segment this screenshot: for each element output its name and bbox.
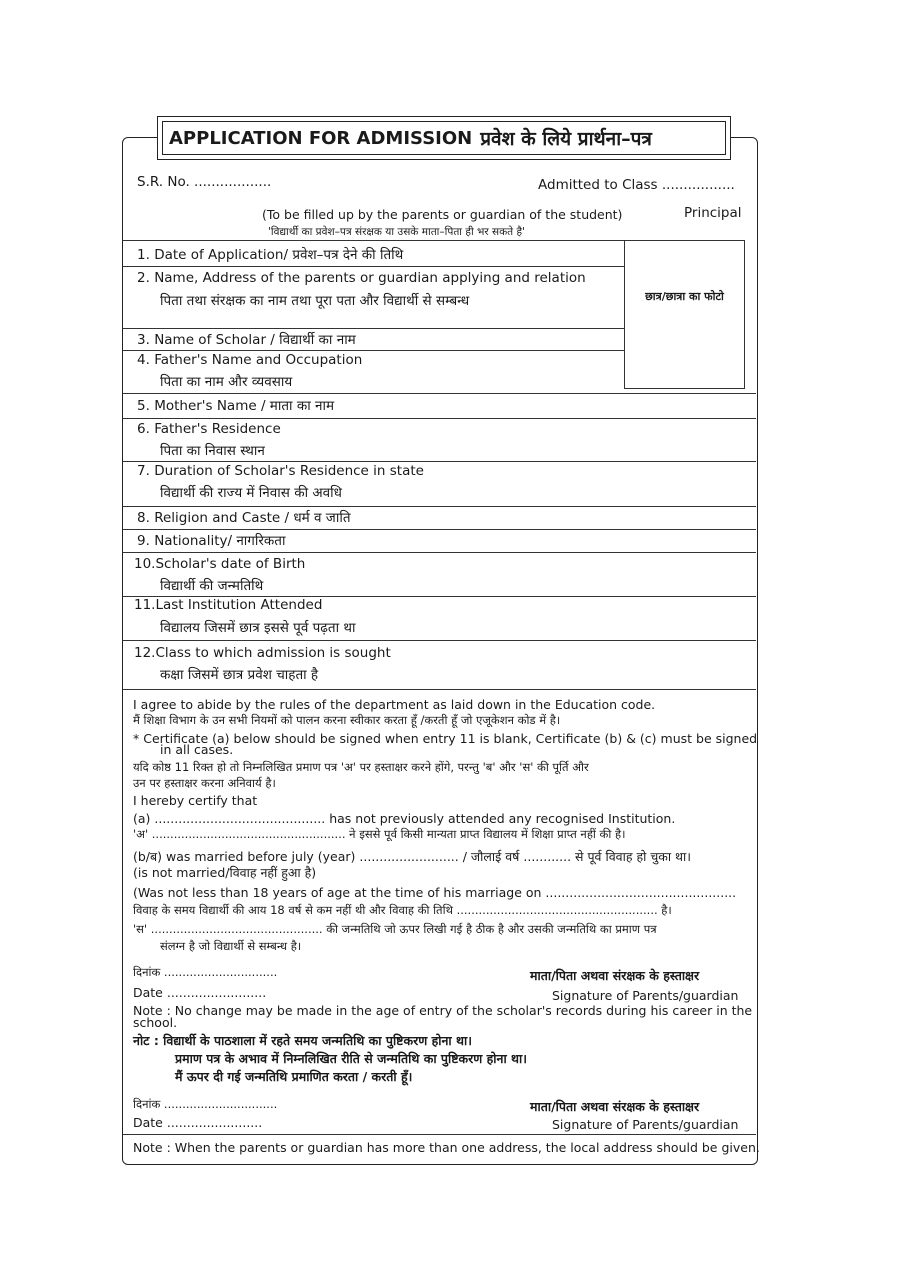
- field-number: 7.: [137, 463, 150, 479]
- row-divider: [123, 350, 624, 351]
- certificate-a-hindi: 'अ' ..................................................... ने इससे पूर्व किसी मान्यता प्राप्त विद्यालय में शिक्षा प्राप्त नहीं की है।: [133, 827, 626, 841]
- note-hindi-3: मैं ऊपर दी गई जन्मतिथि प्रमाणित करता / करती हूँ।: [175, 1069, 413, 1084]
- field-label: Mother's Name / माता का नाम: [154, 398, 335, 414]
- row-divider: [123, 418, 756, 419]
- field-2-hindi: पिता तथा संरक्षक का नाम तथा पूरा पता और विद्यार्थी से सम्बन्ध: [160, 293, 470, 309]
- row-divider: [123, 328, 624, 329]
- field-number: 12.: [134, 645, 156, 661]
- certificate-b-not-married: (is not married/विवाह नहीं हुआ है): [133, 865, 317, 880]
- field-label: Name, Address of the parents or guardian applying and relation: [154, 270, 586, 286]
- field-label: Father's Name and Occupation: [154, 352, 363, 368]
- field-9[interactable]: [137, 531, 285, 549]
- footer-note: Note : When the parents or guardian has more than one address, the local address should be given.: [133, 1140, 760, 1155]
- field-2[interactable]: [137, 270, 586, 286]
- row-divider: [123, 506, 756, 507]
- signature-hindi-2: माता/पिता अथवा संरक्षक के हस्ताक्षर: [530, 1099, 700, 1114]
- note-hindi-2: प्रमाण पत्र के अभाव में निम्नलिखित रीति से जन्मतिथि का पुष्टिकरण होना था।: [175, 1051, 528, 1066]
- field-label: Class to which admission is sought: [155, 645, 391, 661]
- certify-label: I hereby certify that: [133, 793, 258, 808]
- certificate-b: (b/ब) was married before july (year) ......................... / जौलाई वर्ष ............ से पूर्व विवाह हो चुका था।: [133, 849, 692, 864]
- title-hindi: प्रवेश के लिये प्रार्थना–पत्र: [480, 128, 652, 150]
- field-10[interactable]: [134, 556, 305, 572]
- field-7[interactable]: [137, 463, 424, 479]
- row-divider: [123, 240, 624, 241]
- dinank-field-2[interactable]: दिनांक ...............................: [133, 1097, 278, 1111]
- signature-english-1[interactable]: Signature of Parents/guardian: [552, 988, 739, 1003]
- field-11[interactable]: [134, 597, 322, 613]
- field-1[interactable]: [137, 245, 403, 263]
- certificate-note-hindi: यदि कोष्ठ 11 रिक्त हो तो निम्नलिखित प्रमाण पत्र 'अ' पर हस्ताक्षर करने होंगे, परन्तु 'ब' और 'स' की पूर्ति और: [133, 760, 589, 774]
- row-divider: [123, 461, 756, 462]
- field-label: Nationality/ नागरिकता: [154, 533, 286, 549]
- sr-number: S.R. No. ..................: [137, 174, 272, 190]
- admitted-to-class: Admitted to Class .................: [538, 177, 735, 193]
- field-12[interactable]: [134, 645, 391, 661]
- title-english: APPLICATION FOR ADMISSION: [169, 127, 473, 149]
- field-5[interactable]: [137, 396, 334, 414]
- principal-label: Principal: [684, 205, 742, 221]
- field-4[interactable]: [137, 352, 362, 368]
- field-label: Last Institution Attended: [155, 597, 323, 613]
- field-label: Scholar's date of Birth: [155, 556, 306, 572]
- photo-label: छात्र/छात्रा का फोटो: [645, 290, 724, 303]
- field-label: Name of Scholar / विद्यार्थी का नाम: [154, 332, 356, 348]
- note-english: Note : No change may be made in the age of entry of the scholar's records during his career in the: [133, 1003, 753, 1018]
- field-number: 6.: [137, 421, 150, 437]
- field-11-hindi: विद्यालय जिसमें छात्र इससे पूर्व पढ़ता था: [160, 620, 356, 636]
- row-divider: [123, 393, 756, 394]
- title-box: [157, 116, 731, 160]
- row-divider: [123, 529, 756, 530]
- signature-hindi-1: माता/पिता अथवा संरक्षक के हस्ताक्षर: [530, 968, 700, 983]
- form-title: [162, 121, 726, 155]
- field-number: 10.: [134, 556, 156, 572]
- note-hindi-1: नोट : विद्यार्थी के पाठशाला में रहते समय जन्मतिथि का पुष्टिकरण होना था।: [133, 1033, 472, 1048]
- field-4-hindi: पिता का नाम और व्यवसाय: [160, 374, 293, 390]
- field-number: 9.: [137, 533, 150, 549]
- certificate-c-hindi: विवाह के समय विद्यार्थी की आय 18 वर्ष से कम नहीं थी और विवाह की तिथि ....................................................... है।: [133, 903, 672, 917]
- field-number: 2.: [137, 270, 150, 286]
- field-label: Father's Residence: [154, 421, 281, 437]
- signature-english-2[interactable]: Signature of Parents/guardian: [552, 1117, 739, 1132]
- instruction-english: (To be filled up by the parents or guardian of the student): [262, 207, 623, 222]
- field-number: 11.: [134, 597, 156, 613]
- certificate-s-hindi: 'स' ............................................... की जन्मतिथि जो ऊपर लिखी गई है ठीक है और उसकी जन्मतिथि का प्रमाण पत्र: [133, 922, 657, 936]
- certificate-c-english: (Was not less than 18 years of age at the time of his marriage on ................................................: [133, 885, 737, 900]
- certificate-a-english: (a) ........................................... has not previously attended any recognised Institution.: [133, 811, 676, 826]
- instruction-hindi: 'विद्यार्थी का प्रवेश–पत्र संरक्षक या उसके माता–पिता ही भर सकते है': [268, 226, 525, 238]
- field-number: 8.: [137, 510, 150, 526]
- note-english-cont: school.: [133, 1015, 178, 1030]
- date-field-1[interactable]: Date .........................: [133, 985, 267, 1000]
- field-6[interactable]: [137, 421, 281, 437]
- date-field-2[interactable]: Date ........................: [133, 1115, 263, 1130]
- certificate-s-hindi-cont: संलग्न है जो विद्यार्थी से सम्बन्ध है।: [160, 939, 302, 953]
- field-3[interactable]: [137, 330, 356, 348]
- agree-hindi: मैं शिक्षा विभाग के उन सभी नियमों को पालन करना स्वीकार करता हूँ /करती हूँ जो एजूकेशन कोड में है।: [133, 713, 561, 727]
- dinank-field-1[interactable]: दिनांक ...............................: [133, 965, 278, 979]
- certificate-note-english-cont: in all cases.: [160, 742, 234, 757]
- agree-english: I agree to abide by the rules of the department as laid down in the Education code.: [133, 697, 656, 712]
- field-label: Religion and Caste / धर्म व जाति: [154, 510, 351, 526]
- field-7-hindi: विद्यार्थी की राज्य में निवास की अवधि: [160, 485, 342, 501]
- field-12-hindi: कक्षा जिसमें छात्र प्रवेश चाहता है: [160, 667, 319, 683]
- photo-box[interactable]: [624, 240, 745, 389]
- field-8[interactable]: [137, 508, 351, 526]
- row-divider: [123, 266, 624, 267]
- row-divider: [123, 552, 756, 553]
- field-number: 1.: [137, 247, 150, 263]
- certificate-note-hindi-cont: उन पर हस्ताक्षर करना अनिवार्य है।: [133, 776, 276, 790]
- footer-divider: [123, 1134, 756, 1135]
- field-label: Date of Application/ प्रवेश–पत्र देने की तिथि: [154, 247, 404, 263]
- row-divider: [123, 640, 756, 641]
- certificate-note-english: * Certificate (a) below should be signed when entry 11 is blank, Certificate (b) & (c) must be signed: [133, 731, 758, 746]
- row-divider: [123, 689, 756, 690]
- field-number: 4.: [137, 352, 150, 368]
- field-label: Duration of Scholar's Residence in state: [154, 463, 424, 479]
- field-6-hindi: पिता का निवास स्थान: [160, 443, 265, 459]
- field-number: 3.: [137, 332, 150, 348]
- field-10-hindi: विद्यार्थी की जन्मतिथि: [160, 578, 264, 594]
- field-number: 5.: [137, 398, 150, 414]
